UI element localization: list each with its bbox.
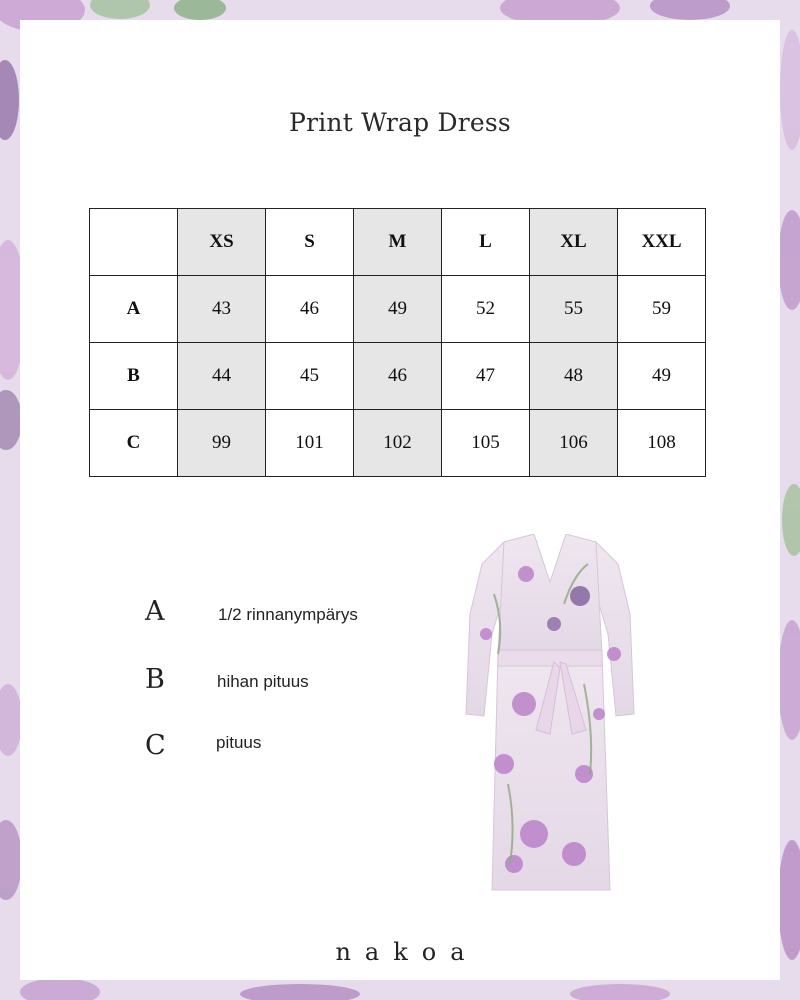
table-cell: 48 [530,343,618,410]
dress-image [464,534,636,898]
table-cell: 46 [266,276,354,343]
table-row [90,343,706,410]
table-cell: 49 [618,343,706,410]
legend-text-a: 1/2 rinnanympärys [218,605,358,624]
table-row [90,410,706,477]
legend-text-b: hihan pituus [217,672,309,691]
table-cell: 52 [442,276,530,343]
table-row [90,276,706,343]
header-cell-xl: XL [530,209,618,276]
table-cell: 47 [442,343,530,410]
size-table [89,208,706,477]
table-cell: 59 [618,276,706,343]
page-title: Print Wrap Dress [289,108,511,137]
legend-letter-a: A [145,596,165,627]
header-cell-s: S [266,209,354,276]
table-cell: 105 [442,410,530,477]
header-cell-empty [90,209,178,276]
table-cell: 108 [618,410,706,477]
header-cell-xs: XS [178,209,266,276]
header-cell-m: M [354,209,442,276]
row-label: C [90,410,178,477]
row-label: A [90,276,178,343]
table-cell: 55 [530,276,618,343]
header-cell-xxl: XXL [618,209,706,276]
table-cell: 106 [530,410,618,477]
table-cell: 99 [178,410,266,477]
size-chart-card [20,20,780,980]
legend-letter-c: C [145,730,166,761]
table-cell: 45 [266,343,354,410]
header-cell-l: L [442,209,530,276]
legend-letter-b: B [145,664,165,695]
row-label: B [90,343,178,410]
table-cell: 43 [178,276,266,343]
brand-logo: nakoa [335,938,479,966]
table-cell: 101 [266,410,354,477]
table-cell: 102 [354,410,442,477]
table-cell: 44 [178,343,266,410]
legend-text-c: pituus [216,733,262,752]
table-cell: 49 [354,276,442,343]
table-header-row [90,209,706,276]
table-cell: 46 [354,343,442,410]
